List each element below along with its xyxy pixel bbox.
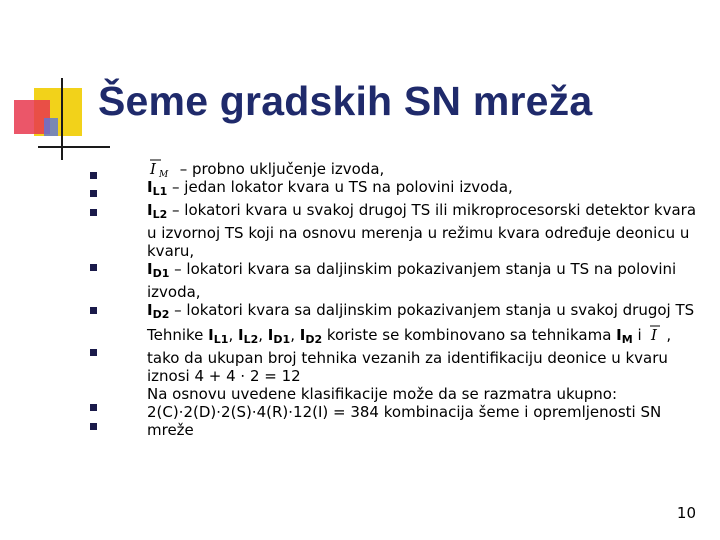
bullet-marker xyxy=(90,264,97,271)
i-symbol-icon xyxy=(646,324,666,344)
slide-logo-decoration xyxy=(0,0,110,170)
svg-text:I: I xyxy=(651,326,658,344)
im-symbol-icon xyxy=(147,158,175,178)
bullet-line-il2: $I_{L2}$ – lokatori kvara u svakoj drugoj TS ili mikroprocesorski detektor kvara u izvornoj TS koji na osnovu merenja u režimu kvara određuje deonicu u kvaru, xyxy=(147,201,697,260)
svg-text:M: M xyxy=(159,170,169,178)
slide-title: Šeme gradskih SN mreža xyxy=(98,78,593,124)
bullet-marker xyxy=(90,190,97,197)
bullet-marker xyxy=(90,307,97,314)
bullet-line-il1: $I_{L1}$ – jedan lokator kvara u TS na polovini izvoda, xyxy=(147,178,513,198)
bullet-line-kombinacija: 2(C)⋅2(D)⋅2(S)⋅4(R)⋅12(I) = 384 kombinacija šeme i opremljenosti SN mreže xyxy=(147,403,662,439)
bullet-line-tehnike: Tehnike $I_{L1}$, $I_{L2}$, $I_{D1}$, $I_{D2}$ koriste se kombinovano sa tehnikama $I_M$ i I , tako da ukupan broj tehnika vezanih za identifikaciju deonice u kvaru iznosi 4 + 4 ⋅ 2 = 12 xyxy=(147,326,672,385)
svg-text:I: I xyxy=(150,160,156,178)
bullet-column xyxy=(90,166,110,446)
bullet-marker xyxy=(90,209,97,216)
bullet-marker xyxy=(90,423,97,430)
bullet-marker xyxy=(90,349,97,356)
bullet-line-id1: $I_{D1}$ – lokatori kvara sa daljinskim pokazivanjem stanja u TS na polovini izvoda, xyxy=(147,260,677,301)
slide-body xyxy=(147,158,707,439)
bullet-line-probno: I M – probno uključenje izvoda, xyxy=(147,158,707,178)
bullet-line-klasifikacija: Na osnovu uvedene klasifikacije može da se razmatra ukupno: xyxy=(147,385,618,403)
bullet-line-id2: $I_{D2}$ – lokatori kvara sa daljinskim pokazivanjem stanja u svakoj drugoj TS xyxy=(147,301,695,321)
bullet-marker xyxy=(90,404,97,411)
page-number: 10 xyxy=(676,504,696,522)
bullet-marker xyxy=(90,172,97,179)
